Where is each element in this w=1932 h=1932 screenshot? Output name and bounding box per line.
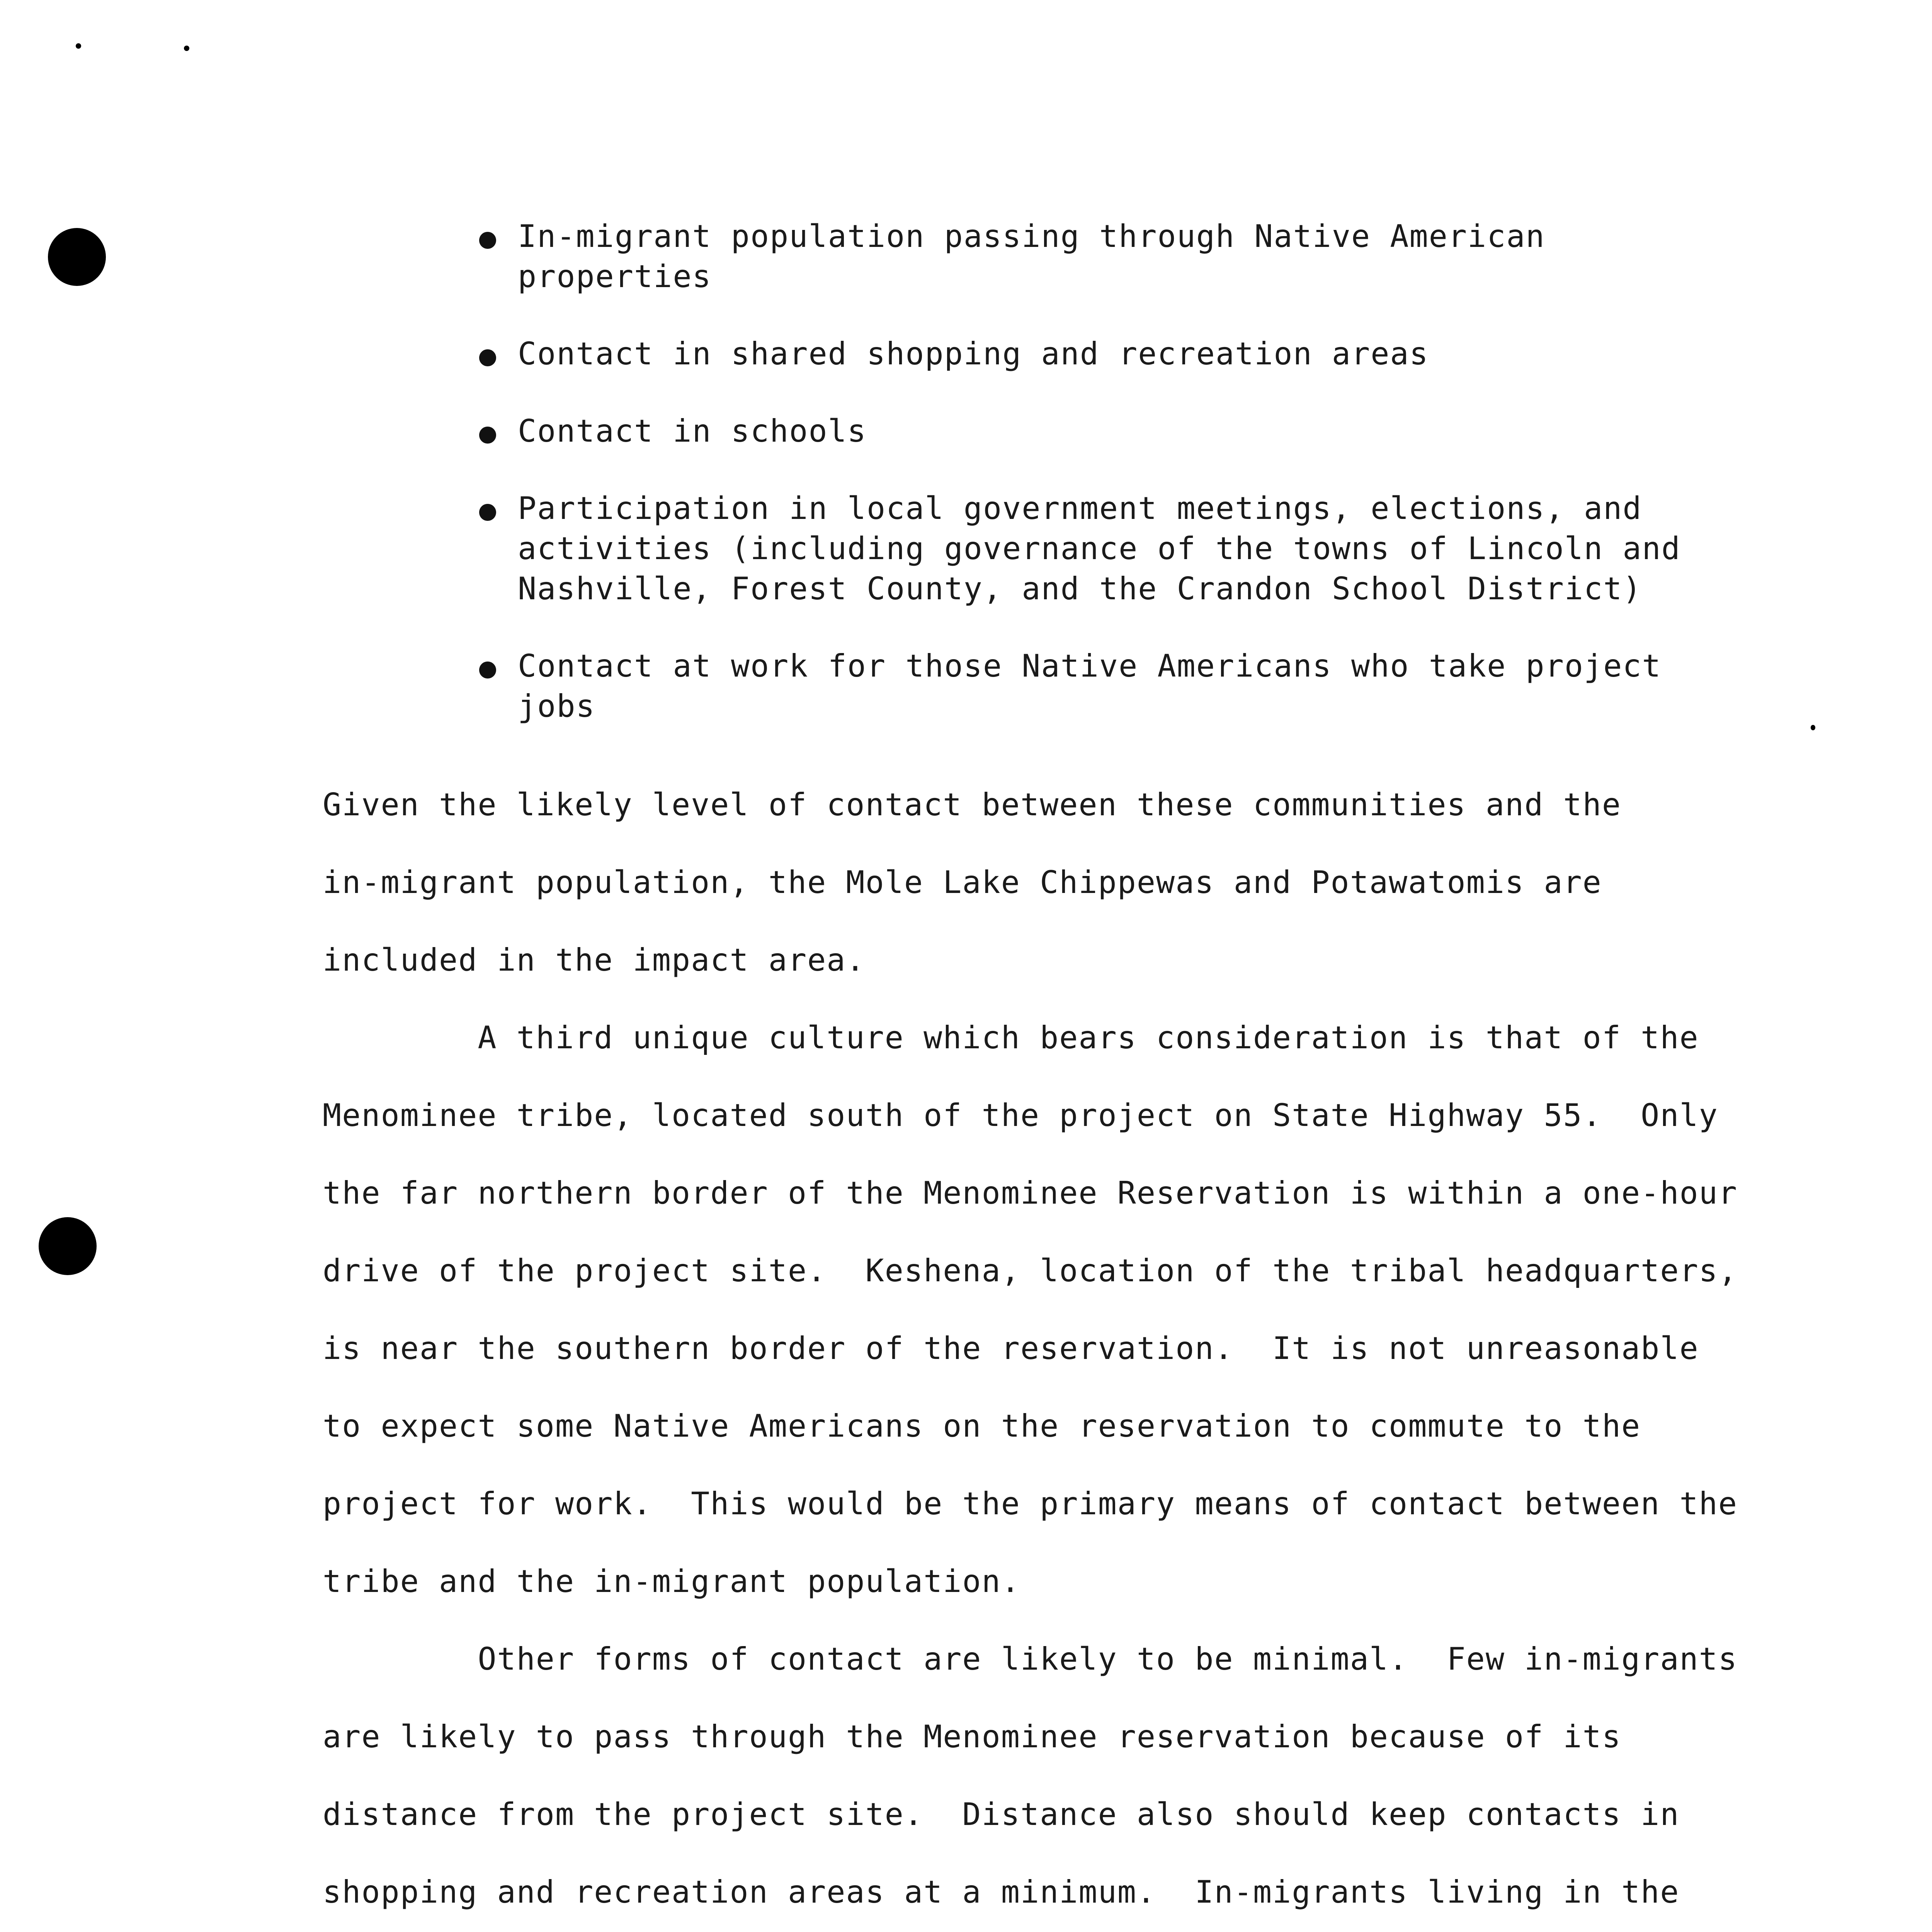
list-item-text: Contact in schools: [518, 413, 867, 449]
bullet-list: [471, 216, 1785, 726]
list-item: [471, 411, 1785, 451]
list-item: [471, 646, 1785, 726]
bullet-dot-icon: [479, 232, 496, 249]
list-item-text: Contact in shared shopping and recreation areas: [518, 336, 1429, 372]
text-line: is near the southern border of the reservation. It is not unreasonable: [323, 1330, 1699, 1366]
list-item: [471, 334, 1785, 374]
text-line: the far northern border of the Menominee Reservation is within a one-hour: [323, 1175, 1738, 1211]
bullet-dot-icon: [479, 427, 496, 444]
punch-hole: [39, 1217, 97, 1275]
text-line: are likely to pass through the Menominee reservation because of its: [323, 1719, 1621, 1755]
text-line: Given the likely level of contact between these communities and the: [323, 787, 1621, 823]
text-line: Menominee tribe, located south of the project on State Highway 55. Only: [323, 1097, 1718, 1133]
scan-speck: [1811, 725, 1815, 730]
bullet-dot-icon: [479, 662, 496, 679]
list-item-text: Contact at work for those Native Americans who take project jobs: [518, 648, 1662, 724]
text-line: in-migrant population, the Mole Lake Chippewas and Potawatomis are: [323, 864, 1602, 900]
bullet-dot-icon: [479, 504, 496, 521]
text-line: Other forms of contact are likely to be minimal. Few in-migrants: [323, 1641, 1738, 1677]
scan-speck: [184, 46, 189, 51]
text-line: included in the impact area.: [323, 942, 866, 978]
text-line: A third unique culture which bears consideration is that of the: [323, 1020, 1699, 1056]
list-item: [471, 488, 1785, 609]
text-line: project for work. This would be the primary means of contact between the: [323, 1486, 1738, 1522]
punch-hole: [48, 228, 106, 286]
list-item-text: In-migrant population passing through Native American properties: [518, 218, 1545, 294]
text-line: distance from the project site. Distance also should keep contacts in: [323, 1796, 1680, 1832]
body-text: [323, 766, 1752, 1932]
text-line: shopping and recreation areas at a minimum. In-migrants living in the: [323, 1874, 1680, 1910]
bullet-dot-icon: [479, 349, 496, 366]
text-line: tribe and the in-migrant population.: [323, 1563, 1020, 1599]
scan-speck: [76, 43, 81, 49]
list-item: [471, 216, 1785, 297]
text-line: to expect some Native Americans on the reservation to commute to the: [323, 1408, 1641, 1444]
text-line: drive of the project site. Keshena, location of the tribal headquarters,: [323, 1253, 1738, 1289]
list-item-text: Participation in local government meetings, elections, and activities (including governance of the towns of Lincoln and Nashville, Forest County, and the Crandon School District): [518, 490, 1681, 607]
